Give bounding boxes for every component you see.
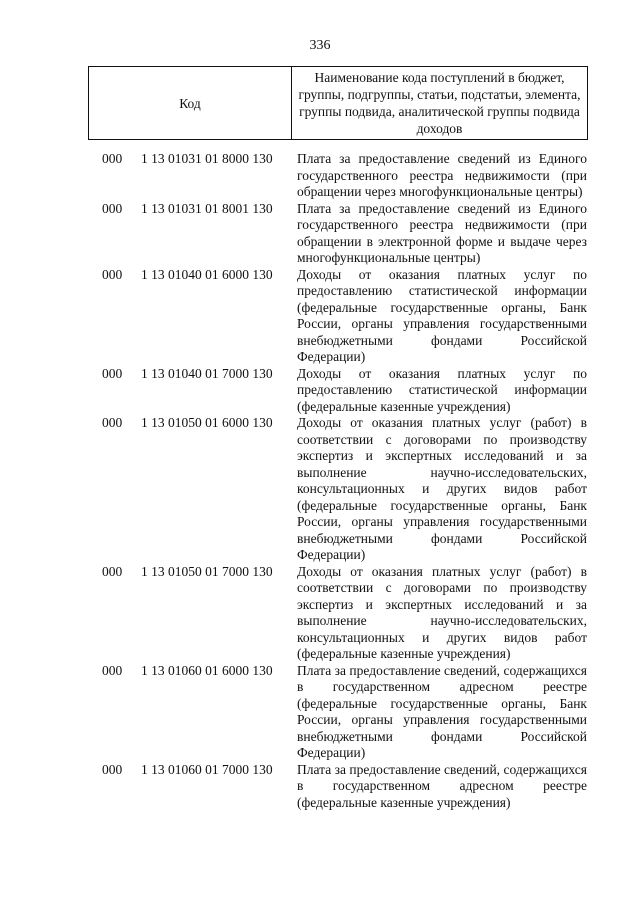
page-number: 336: [309, 38, 331, 53]
table-row: [0, 366, 640, 416]
revenue-code: 1 13 01040 01 6000 130: [141, 266, 273, 282]
admin-code: 000: [102, 266, 123, 282]
admin-code: 000: [102, 662, 123, 678]
table-row: [0, 564, 640, 663]
admin-code: 000: [102, 563, 123, 579]
admin-code: 000: [102, 200, 123, 216]
table-row: [0, 415, 640, 564]
revenue-code: 1 13 01031 01 8001 130: [141, 200, 273, 216]
header-name-label: Наименование кода поступлений в бюджет, группы, подгруппы, статьи, подстатьи, элемента, группы подвида, аналитической группы подвида доходов: [292, 67, 588, 140]
table-row: [0, 762, 640, 812]
revenue-name: Плата за предоставление сведений, содержащихся в государственном адресном реестре (федеральные государственные органы, Банк России, органы управления государственными внебюджетными фондами Российской Федерации): [297, 662, 587, 760]
revenue-name: Доходы от оказания платных услуг (работ) в соответствии с договорами по производству экспертиз и экспертных исследований и за выполнение научно-исследовательских, консультационных и других видов работ (федеральные казенные учреждения): [297, 563, 587, 661]
revenue-code: 1 13 01050 01 7000 130: [141, 563, 273, 579]
revenue-name: Плата за предоставление сведений из Единого государственного реестра недвижимости (при обращении через многофункциональные центры): [297, 151, 587, 199]
revenue-name: Плата за предоставление сведений, содержащихся в государственном адресном реестре (федеральные казенные учреждения): [297, 761, 587, 810]
table-row: [0, 201, 640, 267]
table-row: [0, 663, 640, 762]
revenue-code: 1 13 01040 01 7000 130: [141, 365, 273, 381]
admin-code: 000: [102, 761, 123, 777]
table-body: [0, 151, 640, 811]
revenue-name: Доходы от оказания платных услуг по предоставлению статистической информации (федеральные государственные органы, Банк России, органы управления государственными внебюджетными фондами Российской Федерации): [297, 266, 587, 364]
revenue-code: 1 13 01031 01 8000 130: [141, 151, 273, 166]
revenue-code: 1 13 01060 01 7000 130: [141, 761, 273, 777]
table-header: [88, 66, 588, 140]
header-code-label: Код: [89, 67, 292, 140]
revenue-name: Доходы от оказания платных услуг (работ) в соответствии с договорами по производству экспертиз и экспертных исследований и за выполнение научно-исследовательских, консультационных и других видов работ (федеральные государственные органы, Банк России, органы управления государственными внебюджетными фондами Российской Федерации): [297, 415, 587, 562]
table-row: [0, 151, 640, 201]
revenue-code: 1 13 01050 01 6000 130: [141, 415, 273, 430]
revenue-name: Плата за предоставление сведений из Единого государственного реестра недвижимости (при обращении в электронной форме и выдаче через многофункциональные центры): [297, 200, 587, 265]
admin-code: 000: [102, 151, 123, 166]
revenue-name: Доходы от оказания платных услуг по предоставлению статистической информации (федеральные казенные учреждения): [297, 365, 587, 414]
revenue-code: 1 13 01060 01 6000 130: [141, 662, 273, 678]
admin-code: 000: [102, 415, 123, 430]
table-row: [0, 267, 640, 366]
admin-code: 000: [102, 365, 123, 381]
